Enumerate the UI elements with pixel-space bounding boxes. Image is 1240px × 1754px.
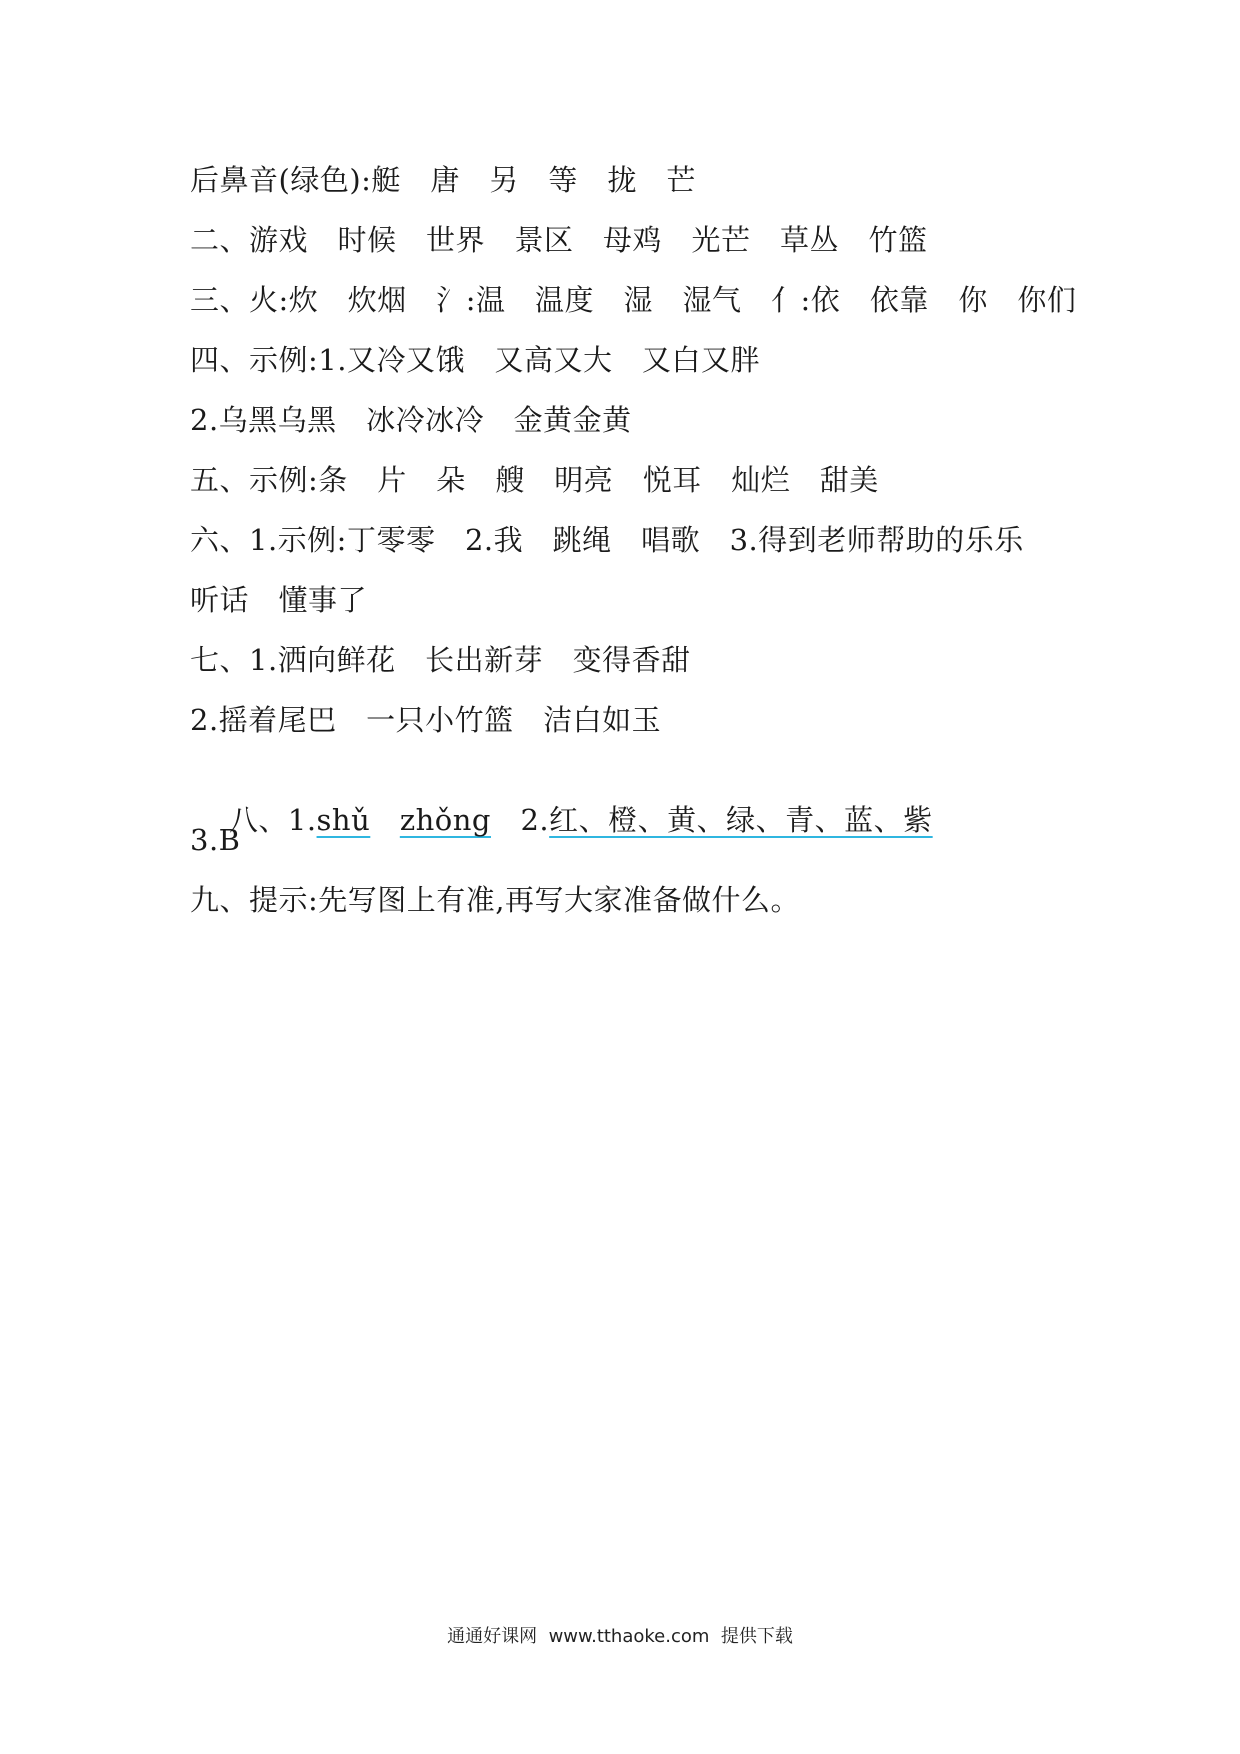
footer-source: 通通好课网 www.tthaoke.com 提供下载 xyxy=(447,1626,793,1647)
answer-line-10: 2.摇着尾巴 一只小竹篮 洁白如玉 xyxy=(190,703,662,737)
answer-line-12: 3.B xyxy=(190,823,241,857)
answer-line-7: 六、1.示例:丁零零 2.我 跳绳 唱歌 3.得到老师帮助的乐乐 xyxy=(190,523,1024,557)
answer-line-9: 七、1.洒向鲜花 长出新芽 变得香甜 xyxy=(190,643,691,677)
line-11-gap xyxy=(370,803,400,837)
pinyin-answer-2: zhǒng xyxy=(399,803,491,837)
answer-line-2: 二、游戏 时候 世界 景区 母鸡 光芒 草丛 竹篮 xyxy=(190,223,928,257)
answer-line-3: 三、火:炊 炊烟 氵:温 温度 湿 湿气 亻:依 依靠 你 你们 xyxy=(190,283,1077,317)
answer-line-8: 听话 懂事了 xyxy=(190,583,368,617)
answer-line-1: 后鼻音(绿色):艇 唐 另 等 拢 芒 xyxy=(190,163,696,197)
pinyin-answer-1: shǔ xyxy=(316,803,371,837)
answer-line-11 xyxy=(190,760,933,880)
line-11-mid: 2. xyxy=(490,803,550,837)
answer-line-13: 九、提示:先写图上有准,再写大家准备做什么。 xyxy=(190,883,800,917)
rainbow-colors-answer: 红、橙、黄、绿、青、蓝、紫 xyxy=(549,803,933,837)
answer-line-4: 四、示例:1.又冷又饿 又高又大 又白又胖 xyxy=(190,343,760,377)
answer-line-5: 2.乌黑乌黑 冰冷冰冷 金黄金黄 xyxy=(190,403,632,437)
line-11-prefix: 八、1. xyxy=(228,803,317,837)
answer-line-6: 五、示例:条 片 朵 艘 明亮 悦耳 灿烂 甜美 xyxy=(190,463,879,497)
